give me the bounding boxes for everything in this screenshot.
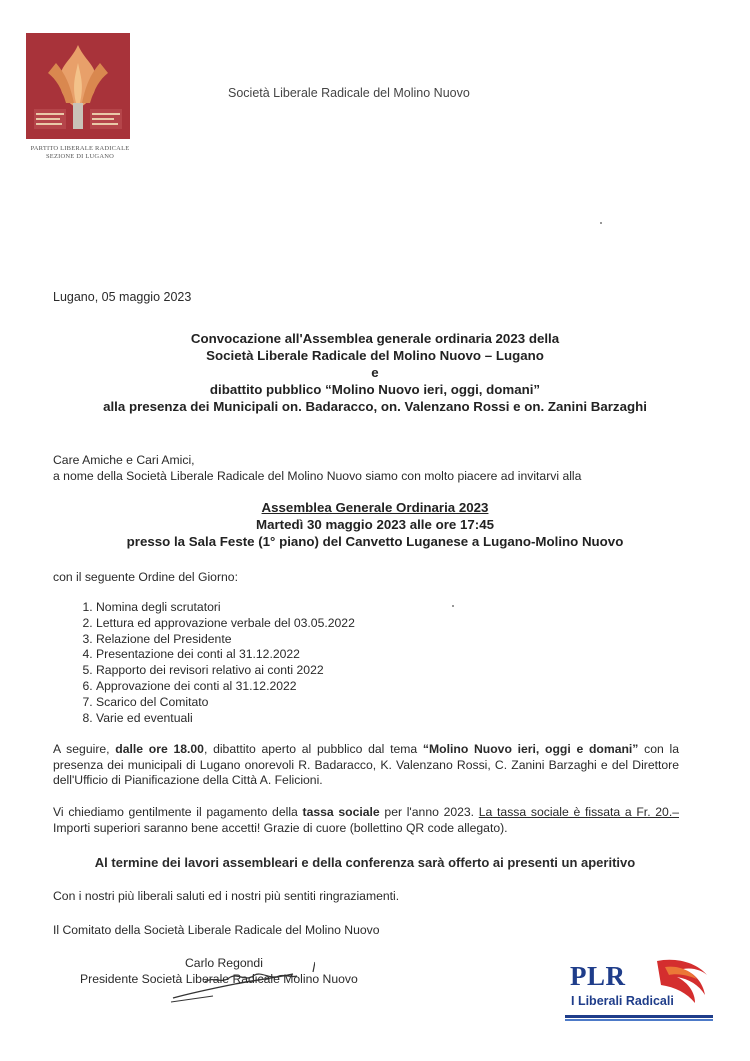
assembly-block: [0, 499, 750, 550]
title-line: Convocazione all'Assemblea generale ordinaria 2023 della: [190, 331, 560, 346]
signer-role: Presidente Società Liberale Radicale Molino Nuovo: [80, 972, 358, 986]
assembly-title: Assemblea Generale Ordinaria 2023: [261, 500, 489, 515]
assembly-location: presso la Sala Feste (1° piano) del Canvetto Luganese a Lugano-Molino Nuovo: [126, 534, 624, 549]
party-logo: [26, 33, 130, 139]
agenda-intro: con il seguente Ordine del Giorno:: [53, 570, 238, 584]
agenda-list: [60, 600, 355, 726]
logo-caption: [24, 145, 136, 161]
closing-salutation: Con i nostri più liberali saluti ed i nostri più sentiti ringraziamenti.: [53, 889, 400, 903]
aperitivo-notice: Al termine dei lavori assembleari e della conferenza sarà offerto ai presenti un aperitivo: [94, 855, 636, 870]
agenda-item: 5. Rapporto dei revisori relativo ai conti 2022: [96, 663, 355, 679]
fee-rest: Importi superiori saranno bene accetti! Grazie di cuore (bollettino QR code allegato).: [53, 820, 508, 835]
flame-emblem-icon: [26, 33, 130, 139]
plr-acronym: PLR: [570, 961, 626, 991]
logo-caption-line1: PARTITO LIBERALE RADICALE: [30, 145, 130, 152]
signer-name: Carlo Regondi: [185, 956, 263, 970]
fee-prefix: Vi chiediamo gentilmente il pagamento della: [53, 805, 303, 819]
fee-amount: La tassa sociale è fissata a Fr. 20.–: [478, 805, 679, 819]
agenda-item: 4. Presentazione dei conti al 31.12.2022: [96, 647, 355, 663]
logo-caption-line2: SEZIONE DI LUGANO: [45, 153, 115, 160]
agenda-item: 6. Approvazione dei conti al 31.12.2022: [96, 679, 355, 695]
plr-subtitle: I Liberali Radicali: [571, 994, 674, 1008]
agenda-item: 3. Relazione del Presidente: [96, 632, 355, 648]
scan-speck: [600, 222, 602, 224]
scan-speck: [452, 605, 454, 607]
letter-title: [0, 330, 750, 415]
debate-prefix: A seguire,: [53, 742, 116, 756]
header-title: Società Liberale Radicale del Molino Nuovo: [228, 86, 470, 100]
agenda-item: 2. Lettura ed approvazione verbale del 03.05.2022: [96, 616, 355, 632]
title-line: dibattito pubblico “Molino Nuovo ieri, oggi, domani”: [209, 382, 541, 397]
place-date: Lugano, 05 maggio 2023: [53, 290, 192, 304]
agenda-item: 8. Varie ed eventuali: [96, 711, 355, 727]
title-line: alla presenza dei Municipali on. Badaracco, on. Valenzano Rossi e on. Zanini Barzaghi: [103, 399, 647, 414]
title-line: e: [371, 365, 379, 380]
debate-rest: con la presenza dei municipali di Lugano onorevoli R. Badaracco, K. Valenzano Rossi, C. Zanini Barzaghi e del Direttore dell'Ufficio di Pianificazione della Città A. Felicioni.: [53, 742, 679, 788]
fee-paragraph: [53, 805, 679, 836]
debate-middle: , dibattito aperto al pubblico dal tema: [203, 742, 423, 756]
handwritten-signature-icon: [165, 958, 315, 1006]
committee-signature: Il Comitato della Società Liberale Radicale del Molino Nuovo: [53, 923, 380, 937]
assembly-date: Martedì 30 maggio 2023 alle ore 17:45: [256, 517, 494, 532]
fee-middle: per l'anno 2023.: [379, 805, 479, 819]
title-line: Società Liberale Radicale del Molino Nuovo – Lugano: [206, 348, 544, 363]
agenda-item: 1. Nomina degli scrutatori: [96, 600, 355, 616]
debate-paragraph: [53, 742, 679, 789]
debate-time: dalle ore 18.00: [115, 742, 204, 756]
debate-topic: “Molino Nuovo ieri, oggi e domani”: [422, 742, 639, 756]
fee-term: tassa sociale: [302, 805, 380, 819]
greeting: Care Amiche e Cari Amici,: [53, 453, 195, 467]
intro-text: a nome della Società Liberale Radicale del Molino Nuovo siamo con molto piacere ad invitarvi alla: [53, 469, 582, 483]
agenda-item: 7. Scarico del Comitato: [96, 695, 355, 711]
greeting-block: [53, 452, 581, 484]
